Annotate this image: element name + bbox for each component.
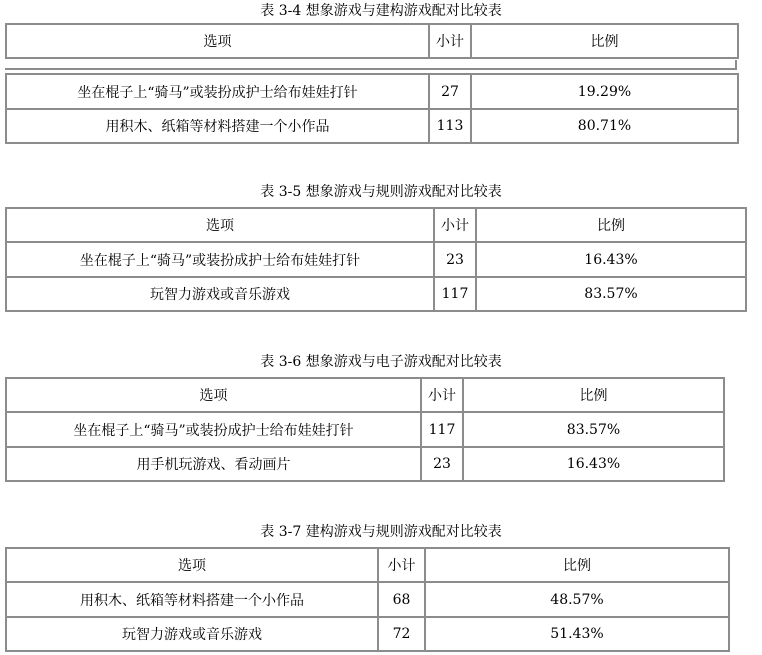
count-cell: 113 <box>429 109 471 143</box>
column-header-ratio: 比例 <box>471 24 738 58</box>
column-header-option: 选项 <box>6 208 434 242</box>
table-row <box>6 412 724 447</box>
column-header-count: 小计 <box>378 548 425 582</box>
ratio-cell: 83.57% <box>463 412 724 447</box>
table-3-6 <box>5 377 725 482</box>
option-cell: 用积木、纸箱等材料搭建一个小作品 <box>6 582 378 617</box>
table-3-7 <box>5 547 730 652</box>
ratio-cell: 16.43% <box>463 447 724 481</box>
table-3-4-header <box>5 23 739 59</box>
option-cell: 坐在棍子上“骑马”或装扮成护士给布娃娃打针 <box>6 74 429 109</box>
table-row <box>6 617 729 651</box>
table-3-7-caption: 表 3-7 建构游戏与规则游戏配对比较表 <box>260 524 502 540</box>
table-3-4-caption: 表 3-4 想象游戏与建构游戏配对比较表 <box>260 3 502 19</box>
column-header-count: 小计 <box>429 24 471 58</box>
ratio-cell: 83.57% <box>476 277 746 311</box>
ratio-cell: 48.57% <box>425 582 729 617</box>
count-cell: 117 <box>434 277 476 311</box>
table-3-4-body <box>5 73 739 144</box>
column-header-ratio: 比例 <box>476 208 746 242</box>
option-cell: 坐在棍子上“骑马”或装扮成护士给布娃娃打针 <box>6 412 421 447</box>
count-cell: 23 <box>421 447 463 481</box>
table-3-4-gap-line <box>5 68 735 70</box>
column-header-option: 选项 <box>6 548 378 582</box>
table-row <box>6 582 729 617</box>
column-header-option: 选项 <box>6 24 429 58</box>
count-cell: 117 <box>421 412 463 447</box>
table-3-5 <box>5 207 747 312</box>
option-cell: 坐在棍子上“骑马”或装扮成护士给布娃娃打针 <box>6 242 434 277</box>
table-row <box>6 242 746 277</box>
option-cell: 用手机玩游戏、看动画片 <box>6 447 421 481</box>
column-header-option: 选项 <box>6 378 421 412</box>
table-row <box>6 74 738 109</box>
table-row <box>6 277 746 311</box>
ratio-cell: 51.43% <box>425 617 729 651</box>
table-3-5-caption: 表 3-5 想象游戏与规则游戏配对比较表 <box>260 184 502 200</box>
column-header-ratio: 比例 <box>463 378 724 412</box>
option-cell: 玩智力游戏或音乐游戏 <box>6 617 378 651</box>
table-3-4-gap-stub <box>735 60 737 70</box>
ratio-cell: 16.43% <box>476 242 746 277</box>
option-cell: 玩智力游戏或音乐游戏 <box>6 277 434 311</box>
count-cell: 23 <box>434 242 476 277</box>
column-header-count: 小计 <box>421 378 463 412</box>
ratio-cell: 80.71% <box>471 109 738 143</box>
column-header-ratio: 比例 <box>425 548 729 582</box>
table-3-6-caption: 表 3-6 想象游戏与电子游戏配对比较表 <box>260 354 502 370</box>
option-cell: 用积木、纸箱等材料搭建一个小作品 <box>6 109 429 143</box>
ratio-cell: 19.29% <box>471 74 738 109</box>
table-row <box>6 109 738 143</box>
table-row <box>6 447 724 481</box>
count-cell: 72 <box>378 617 425 651</box>
count-cell: 68 <box>378 582 425 617</box>
count-cell: 27 <box>429 74 471 109</box>
column-header-count: 小计 <box>434 208 476 242</box>
